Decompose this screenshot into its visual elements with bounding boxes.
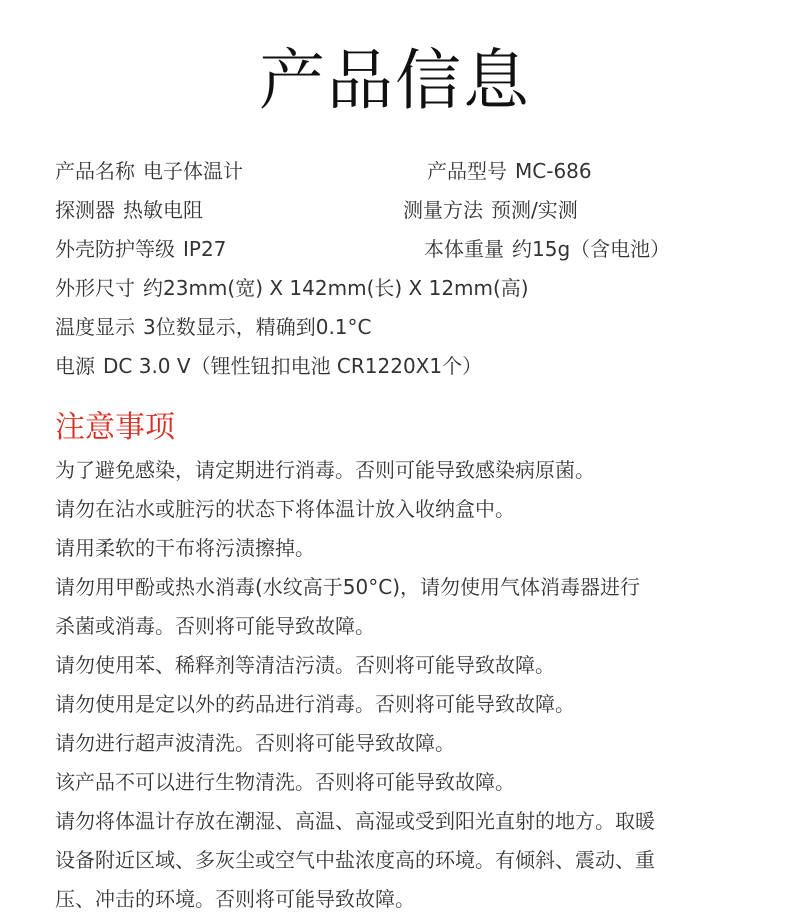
spec-label: 外形尺寸 — [55, 276, 135, 300]
spec-value: DC 3.0 V（锂性钮扣电池 CR1220X1个） — [103, 354, 483, 378]
notice-line: 杀菌或消毒。否则将可能导致故障。 — [55, 614, 375, 638]
spec-detector — [55, 196, 203, 224]
spec-label: 产品型号 — [427, 159, 507, 183]
spec-value: MC-686 — [515, 159, 592, 183]
spec-weight — [424, 235, 670, 263]
spec-value: IP27 — [183, 237, 227, 261]
notice-line: 请勿进行超声波清洗。否则将可能导致故障。 — [55, 731, 455, 755]
notice-line: 设备附近区域、多灰尘或空气中盐浓度高的环境。有倾斜、震动、重 — [55, 848, 655, 872]
notice-line: 请勿使用是定以外的药品进行消毒。否则将可能导致故障。 — [55, 692, 575, 716]
spec-label: 本体重量 — [424, 237, 504, 261]
spec-product-model — [427, 157, 592, 185]
notice-line: 该产品不可以进行生物清洗。否则将可能导致故障。 — [55, 770, 515, 794]
notice-line: 请勿在沾水或脏污的状态下将体温计放入收纳盒中。 — [55, 497, 515, 521]
notice-title: 注意事项 — [55, 410, 175, 445]
notice-line: 请勿用甲酚或热水消毒(水纹高于50°C)，请勿使用气体消毒器进行 — [55, 575, 641, 599]
spec-value: 约15g（含电池） — [512, 237, 671, 261]
spec-label: 外壳防护等级 — [55, 237, 175, 261]
notice-line: 请勿使用苯、稀释剂等清洁污渍。否则将可能导致故障。 — [55, 653, 555, 677]
spec-value: 预测/实测 — [491, 198, 578, 222]
notice-line: 压、冲击的环境。否则将可能导致故障。 — [55, 887, 415, 911]
spec-label: 探测器 — [55, 198, 115, 222]
spec-value: 约23mm(宽) X 142mm(长) X 12mm(高) — [143, 276, 529, 300]
notice-line: 请勿将体温计存放在潮湿、高温、高湿或受到阳光直射的地方。取暖 — [55, 809, 655, 833]
spec-label: 测量方法 — [403, 198, 483, 222]
spec-value: 3位数显示，精确到0.1°C — [143, 315, 372, 339]
spec-value: 电子体温计 — [143, 159, 243, 183]
spec-protection — [55, 235, 226, 263]
spec-label: 产品名称 — [55, 159, 135, 183]
page-title: 产品信息 — [259, 42, 531, 119]
spec-power — [55, 352, 482, 380]
notice-line: 请用柔软的干布将污渍擦掉。 — [55, 536, 315, 560]
spec-product-name — [55, 157, 243, 185]
spec-measure-method — [403, 196, 578, 224]
spec-label: 电源 — [55, 354, 95, 378]
spec-label: 温度显示 — [55, 315, 135, 339]
spec-value: 热敏电阻 — [123, 198, 203, 222]
spec-display — [55, 313, 372, 341]
notice-line: 为了避免感染，请定期进行消毒。否则可能导致感染病原菌。 — [55, 458, 595, 482]
spec-dimensions — [55, 274, 529, 302]
